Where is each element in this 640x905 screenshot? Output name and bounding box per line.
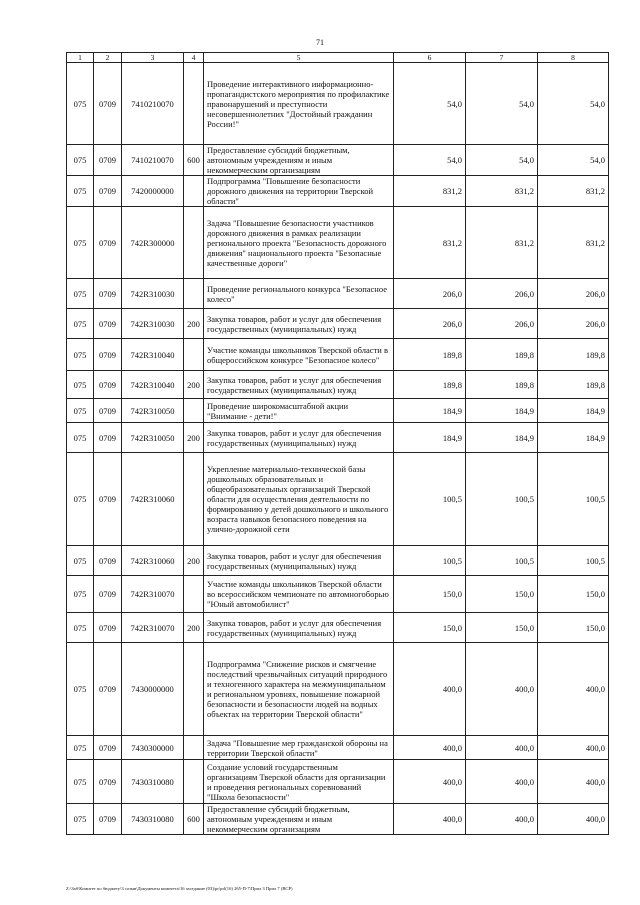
section-code-cell: 0709 <box>94 546 122 576</box>
table-row <box>67 371 609 399</box>
description-cell: Участие команды школьников Тверской области в общероссийском конкурсе "Безопасное колесо" <box>204 339 394 371</box>
section-code-cell: 0709 <box>94 643 122 736</box>
admin-code-cell: 075 <box>67 576 94 613</box>
column-number-header: 8 <box>538 53 609 63</box>
amount-year3-cell: 831,2 <box>538 207 609 279</box>
expense-type-cell <box>184 760 204 804</box>
amount-year2-cell: 150,0 <box>466 613 538 643</box>
amount-year2-cell: 831,2 <box>466 176 538 207</box>
amount-year1-cell: 189,8 <box>394 371 466 399</box>
section-code-cell: 0709 <box>94 760 122 804</box>
expense-type-cell <box>184 279 204 309</box>
description-cell: Создание условий государственным организациям Тверской области для организации и проведения региональных соревнований "Школа безопасности" <box>204 760 394 804</box>
target-article-cell: 742R300000 <box>122 207 184 279</box>
expense-type-cell: 600 <box>184 145 204 176</box>
admin-code-cell: 075 <box>67 207 94 279</box>
table-row <box>67 145 609 176</box>
amount-year3-cell: 150,0 <box>538 613 609 643</box>
section-code-cell: 0709 <box>94 309 122 339</box>
admin-code-cell: 075 <box>67 399 94 423</box>
target-article-cell: 7430300000 <box>122 736 184 760</box>
target-article-cell: 742R310070 <box>122 576 184 613</box>
amount-year3-cell: 206,0 <box>538 279 609 309</box>
section-code-cell: 0709 <box>94 399 122 423</box>
admin-code-cell: 075 <box>67 339 94 371</box>
expense-type-cell: 200 <box>184 309 204 339</box>
description-cell: Закупка товаров, работ и услуг для обеспечения государственных (муниципальных) нужд <box>204 546 394 576</box>
admin-code-cell: 075 <box>67 371 94 399</box>
section-code-cell: 0709 <box>94 423 122 453</box>
amount-year3-cell: 831,2 <box>538 176 609 207</box>
amount-year1-cell: 206,0 <box>394 309 466 339</box>
expense-type-cell: 200 <box>184 546 204 576</box>
amount-year1-cell: 54,0 <box>394 145 466 176</box>
amount-year3-cell: 54,0 <box>538 145 609 176</box>
amount-year2-cell: 100,5 <box>466 546 538 576</box>
table-row <box>67 736 609 760</box>
target-article-cell: 742R310070 <box>122 613 184 643</box>
admin-code-cell: 075 <box>67 423 94 453</box>
amount-year3-cell: 189,8 <box>538 339 609 371</box>
amount-year1-cell: 54,0 <box>394 63 466 145</box>
description-cell: Проведение интерактивного информационно-пропагандистского мероприятия по профилактике правонарушений и преступности несовершеннолетних "Достойный гражданин России!" <box>204 63 394 145</box>
amount-year3-cell: 54,0 <box>538 63 609 145</box>
target-article-cell: 7430310080 <box>122 760 184 804</box>
amount-year2-cell: 150,0 <box>466 576 538 613</box>
admin-code-cell: 075 <box>67 145 94 176</box>
amount-year2-cell: 400,0 <box>466 804 538 835</box>
amount-year1-cell: 189,8 <box>394 339 466 371</box>
amount-year3-cell: 150,0 <box>538 576 609 613</box>
amount-year2-cell: 189,8 <box>466 339 538 371</box>
table-row <box>67 63 609 145</box>
expense-type-cell <box>184 736 204 760</box>
expense-type-cell <box>184 63 204 145</box>
description-cell: Закупка товаров, работ и услуг для обеспечения государственных (муниципальных) нужд <box>204 309 394 339</box>
section-code-cell: 0709 <box>94 339 122 371</box>
amount-year2-cell: 54,0 <box>466 145 538 176</box>
column-number-header: 7 <box>466 53 538 63</box>
description-cell: Задача "Повышение безопасности участников дорожного движения в рамках реализации регионального проекта "Безопасность дорожного движения" национального проекта "Безопасные качественные дороги" <box>204 207 394 279</box>
admin-code-cell: 075 <box>67 279 94 309</box>
target-article-cell: 742R310030 <box>122 279 184 309</box>
table-row <box>67 613 609 643</box>
amount-year3-cell: 400,0 <box>538 804 609 835</box>
amount-year1-cell: 400,0 <box>394 760 466 804</box>
amount-year1-cell: 150,0 <box>394 576 466 613</box>
amount-year3-cell: 184,9 <box>538 423 609 453</box>
target-article-cell: 742R310030 <box>122 309 184 339</box>
amount-year2-cell: 831,2 <box>466 207 538 279</box>
target-article-cell: 742R310050 <box>122 423 184 453</box>
table-row <box>67 423 609 453</box>
description-cell: Закупка товаров, работ и услуг для обеспечения государственных (муниципальных) нужд <box>204 613 394 643</box>
amount-year1-cell: 150,0 <box>394 613 466 643</box>
column-number-header: 3 <box>122 53 184 63</box>
section-code-cell: 0709 <box>94 453 122 546</box>
section-code-cell: 0709 <box>94 63 122 145</box>
target-article-cell: 7410210070 <box>122 63 184 145</box>
admin-code-cell: 075 <box>67 63 94 145</box>
amount-year3-cell: 400,0 <box>538 736 609 760</box>
amount-year1-cell: 184,9 <box>394 399 466 423</box>
description-cell: Закупка товаров, работ и услуг для обеспечения государственных (муниципальных) нужд <box>204 423 394 453</box>
description-cell: Предоставление субсидий бюджетным, автономным учреждениям и иным некоммерческим организациям <box>204 145 394 176</box>
amount-year2-cell: 206,0 <box>466 279 538 309</box>
expense-type-cell: 200 <box>184 371 204 399</box>
amount-year2-cell: 400,0 <box>466 736 538 760</box>
section-code-cell: 0709 <box>94 613 122 643</box>
admin-code-cell: 075 <box>67 176 94 207</box>
column-number-header: 4 <box>184 53 204 63</box>
amount-year3-cell: 206,0 <box>538 309 609 339</box>
target-article-cell: 7430310080 <box>122 804 184 835</box>
amount-year1-cell: 100,5 <box>394 453 466 546</box>
description-cell: Закупка товаров, работ и услуг для обеспечения государственных (муниципальных) нужд <box>204 371 394 399</box>
amount-year3-cell: 100,5 <box>538 546 609 576</box>
section-code-cell: 0709 <box>94 576 122 613</box>
description-cell: Укрепление материально-технической базы дошкольных образовательных и общеобразовательных организаций Тверской области для осуществления деятельности по формированию у детей дошкольного и школьного возраста навыков безопасного поведения на улично-дорожной сети <box>204 453 394 546</box>
table-row <box>67 279 609 309</box>
expense-type-cell: 200 <box>184 613 204 643</box>
column-number-header: 5 <box>204 53 394 63</box>
footer-file-path: Z:\Заб\Комитет по бюджету\3 созыв\Документы комитета\16 заседание (03)\pr\prl(16) 265-П-7\Прил 3 Прил 7 (ВСР) <box>66 886 293 891</box>
amount-year3-cell: 100,5 <box>538 453 609 546</box>
admin-code-cell: 075 <box>67 453 94 546</box>
section-code-cell: 0709 <box>94 736 122 760</box>
amount-year1-cell: 400,0 <box>394 736 466 760</box>
expense-type-cell <box>184 176 204 207</box>
expense-type-cell <box>184 453 204 546</box>
expense-type-cell <box>184 576 204 613</box>
expense-type-cell: 200 <box>184 423 204 453</box>
section-code-cell: 0709 <box>94 145 122 176</box>
table-row <box>67 453 609 546</box>
expense-type-cell <box>184 339 204 371</box>
expense-type-cell <box>184 643 204 736</box>
admin-code-cell: 075 <box>67 613 94 643</box>
amount-year1-cell: 831,2 <box>394 176 466 207</box>
section-code-cell: 0709 <box>94 279 122 309</box>
target-article-cell: 742R310040 <box>122 371 184 399</box>
column-number-header: 2 <box>94 53 122 63</box>
admin-code-cell: 075 <box>67 546 94 576</box>
amount-year1-cell: 100,5 <box>394 546 466 576</box>
target-article-cell: 742R310060 <box>122 546 184 576</box>
admin-code-cell: 075 <box>67 804 94 835</box>
table-row <box>67 309 609 339</box>
table-row <box>67 643 609 736</box>
page-number: 71 <box>316 38 324 47</box>
table-row <box>67 339 609 371</box>
amount-year2-cell: 184,9 <box>466 423 538 453</box>
column-number-header: 1 <box>67 53 94 63</box>
admin-code-cell: 075 <box>67 736 94 760</box>
target-article-cell: 7430000000 <box>122 643 184 736</box>
target-article-cell: 7420000000 <box>122 176 184 207</box>
amount-year2-cell: 206,0 <box>466 309 538 339</box>
amount-year2-cell: 54,0 <box>466 63 538 145</box>
admin-code-cell: 075 <box>67 309 94 339</box>
description-cell: Участие команды школьников Тверской области во всероссийском чемпионате по автомногоборью "Юный автомобилист" <box>204 576 394 613</box>
table-row <box>67 399 609 423</box>
description-cell: Подпрограмма "Повышение безопасности дорожного движения на территории Тверской области" <box>204 176 394 207</box>
table-row <box>67 176 609 207</box>
table-row <box>67 804 609 835</box>
description-cell: Проведение широкомасштабной акции "Внимание - дети!" <box>204 399 394 423</box>
section-code-cell: 0709 <box>94 176 122 207</box>
table-row <box>67 760 609 804</box>
admin-code-cell: 075 <box>67 643 94 736</box>
section-code-cell: 0709 <box>94 371 122 399</box>
description-cell: Предоставление субсидий бюджетным, автономным учреждениям и иным некоммерческим организациям <box>204 804 394 835</box>
amount-year2-cell: 189,8 <box>466 371 538 399</box>
amount-year1-cell: 400,0 <box>394 643 466 736</box>
amount-year3-cell: 400,0 <box>538 760 609 804</box>
expense-type-cell <box>184 399 204 423</box>
amount-year3-cell: 184,9 <box>538 399 609 423</box>
section-code-cell: 0709 <box>94 804 122 835</box>
amount-year2-cell: 100,5 <box>466 453 538 546</box>
admin-code-cell: 075 <box>67 760 94 804</box>
target-article-cell: 742R310060 <box>122 453 184 546</box>
amount-year1-cell: 206,0 <box>394 279 466 309</box>
description-cell: Проведение регионального конкурса "Безопасное колесо" <box>204 279 394 309</box>
budget-table <box>66 52 609 835</box>
column-number-header: 6 <box>394 53 466 63</box>
expense-type-cell: 600 <box>184 804 204 835</box>
amount-year1-cell: 831,2 <box>394 207 466 279</box>
target-article-cell: 7410210070 <box>122 145 184 176</box>
table-row <box>67 546 609 576</box>
amount-year2-cell: 400,0 <box>466 643 538 736</box>
table-row <box>67 576 609 613</box>
amount-year3-cell: 400,0 <box>538 643 609 736</box>
section-code-cell: 0709 <box>94 207 122 279</box>
amount-year3-cell: 189,8 <box>538 371 609 399</box>
table-header-row <box>67 53 609 63</box>
description-cell: Задача "Повышение мер гражданской обороны на территории Тверской области" <box>204 736 394 760</box>
target-article-cell: 742R310040 <box>122 339 184 371</box>
amount-year1-cell: 400,0 <box>394 804 466 835</box>
description-cell: Подпрограмма "Снижение рисков и смягчение последствий чрезвычайных ситуаций природного и техногенного характера на межмуниципальном и региональном уровнях, повышение пожарной безопасности и безопасности людей на водных объектах на территории Тверской области" <box>204 643 394 736</box>
amount-year2-cell: 184,9 <box>466 399 538 423</box>
table-row <box>67 207 609 279</box>
expense-type-cell <box>184 207 204 279</box>
amount-year2-cell: 400,0 <box>466 760 538 804</box>
target-article-cell: 742R310050 <box>122 399 184 423</box>
amount-year1-cell: 184,9 <box>394 423 466 453</box>
